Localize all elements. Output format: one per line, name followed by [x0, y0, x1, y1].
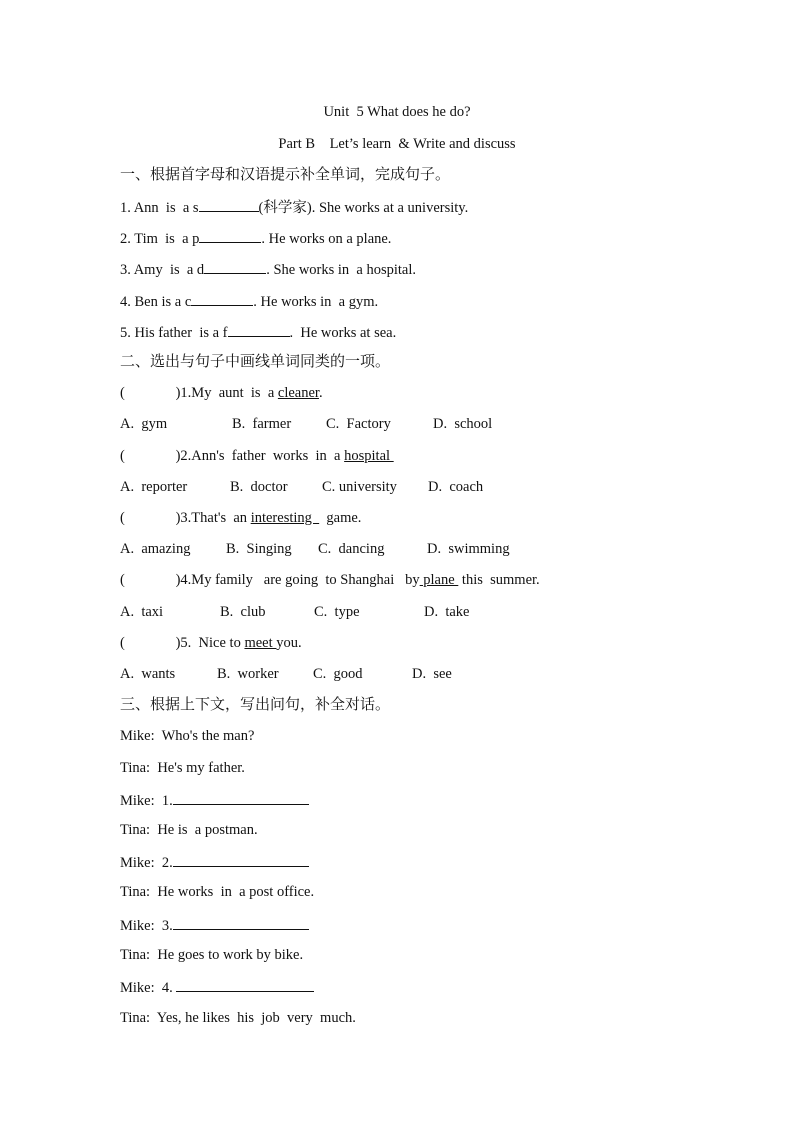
option-c[interactable]: C. university — [322, 479, 397, 495]
s2-question-1: ( )1.My aunt is a cleaner. — [120, 385, 323, 401]
dialogue-line: Mike: 3. — [120, 915, 309, 935]
option-c[interactable]: C. Factory — [326, 416, 391, 432]
option-b[interactable]: B. worker — [217, 666, 279, 682]
s1-item-2: 2. Tim is a p . He works on a plane. — [120, 228, 391, 248]
option-a[interactable]: A. amazing — [120, 541, 191, 557]
answer-blank[interactable] — [199, 197, 259, 212]
answer-paren[interactable]: ( ) — [120, 448, 181, 464]
dialogue-line: Tina: He goes to work by bike. — [120, 947, 304, 963]
answer-paren[interactable]: ( ) — [120, 572, 181, 588]
section2-heading: 二、选出与句子中画线单词同类的一项。 — [120, 352, 391, 370]
option-d[interactable]: D. school — [433, 416, 493, 432]
dialogue-line: Mike: 1. — [120, 790, 309, 810]
dialogue-line: Mike: 4. — [120, 977, 314, 997]
dialogue-line: Mike: Who's the man? — [120, 728, 255, 744]
answer-blank[interactable] — [204, 259, 266, 274]
dialogue-line: Tina: He works in a post office. — [120, 884, 315, 900]
option-a[interactable]: A. taxi — [120, 604, 164, 620]
page-title: Unit 5 What does he do? — [323, 104, 471, 120]
option-b[interactable]: B. farmer — [232, 416, 292, 432]
option-d[interactable]: D. swimming — [427, 541, 510, 557]
s1-item-1: 1. Ann is a s (科学家). She works at a university. — [120, 197, 468, 217]
s2-question-3: ( )3.That's an interesting game. — [120, 510, 362, 526]
answer-blank[interactable] — [199, 228, 261, 243]
answer-blank[interactable] — [173, 852, 309, 867]
dialogue-line: Tina: He's my father. — [120, 760, 245, 776]
answer-paren[interactable]: ( ) — [120, 510, 181, 526]
answer-blank[interactable] — [173, 915, 309, 930]
option-c[interactable]: C. type — [314, 604, 360, 620]
option-a[interactable]: A. gym — [120, 416, 168, 432]
option-b[interactable]: B. club — [220, 604, 266, 620]
section3-heading: 三、根据上下文，写出问句，补全对话。 — [120, 695, 391, 713]
option-b[interactable]: B. Singing — [226, 541, 292, 557]
answer-blank[interactable] — [228, 322, 290, 337]
s2-question-5: ( )5. Nice to meet you. — [120, 635, 302, 651]
option-d[interactable]: D. coach — [428, 479, 484, 495]
page-subtitle: Part B Let’s learn & Write and discuss — [278, 136, 516, 152]
option-c[interactable]: C. good — [313, 666, 363, 682]
s2-question-4: ( )4.My family are going to Shanghai by plane this summer. — [120, 572, 540, 588]
option-b[interactable]: B. doctor — [230, 479, 288, 495]
option-a[interactable]: A. wants — [120, 666, 176, 682]
answer-paren[interactable]: ( ) — [120, 385, 181, 401]
answer-paren[interactable]: ( ) — [120, 635, 181, 651]
s1-item-4: 4. Ben is a c . He works in a gym. — [120, 291, 378, 311]
option-d[interactable]: D. take — [424, 604, 470, 620]
dialogue-line: Mike: 2. — [120, 852, 309, 872]
dialogue-line: Tina: He is a postman. — [120, 822, 258, 838]
section1-heading: 一、根据首字母和汉语提示补全单词，完成句子。 — [120, 165, 451, 183]
answer-blank[interactable] — [191, 291, 253, 306]
dialogue-line: Tina: Yes, he likes his job very much. — [120, 1010, 356, 1026]
s2-question-2: ( )2.Ann's father works in a hospital — [120, 448, 394, 464]
option-a[interactable]: A. reporter — [120, 479, 188, 495]
s1-item-5: 5. His father is a f . He works at sea. — [120, 322, 396, 342]
s1-item-3: 3. Amy is a d . She works in a hospital. — [120, 259, 416, 279]
option-c[interactable]: C. dancing — [318, 541, 385, 557]
answer-blank[interactable] — [173, 790, 309, 805]
answer-blank[interactable] — [176, 977, 314, 992]
option-d[interactable]: D. see — [412, 666, 452, 682]
